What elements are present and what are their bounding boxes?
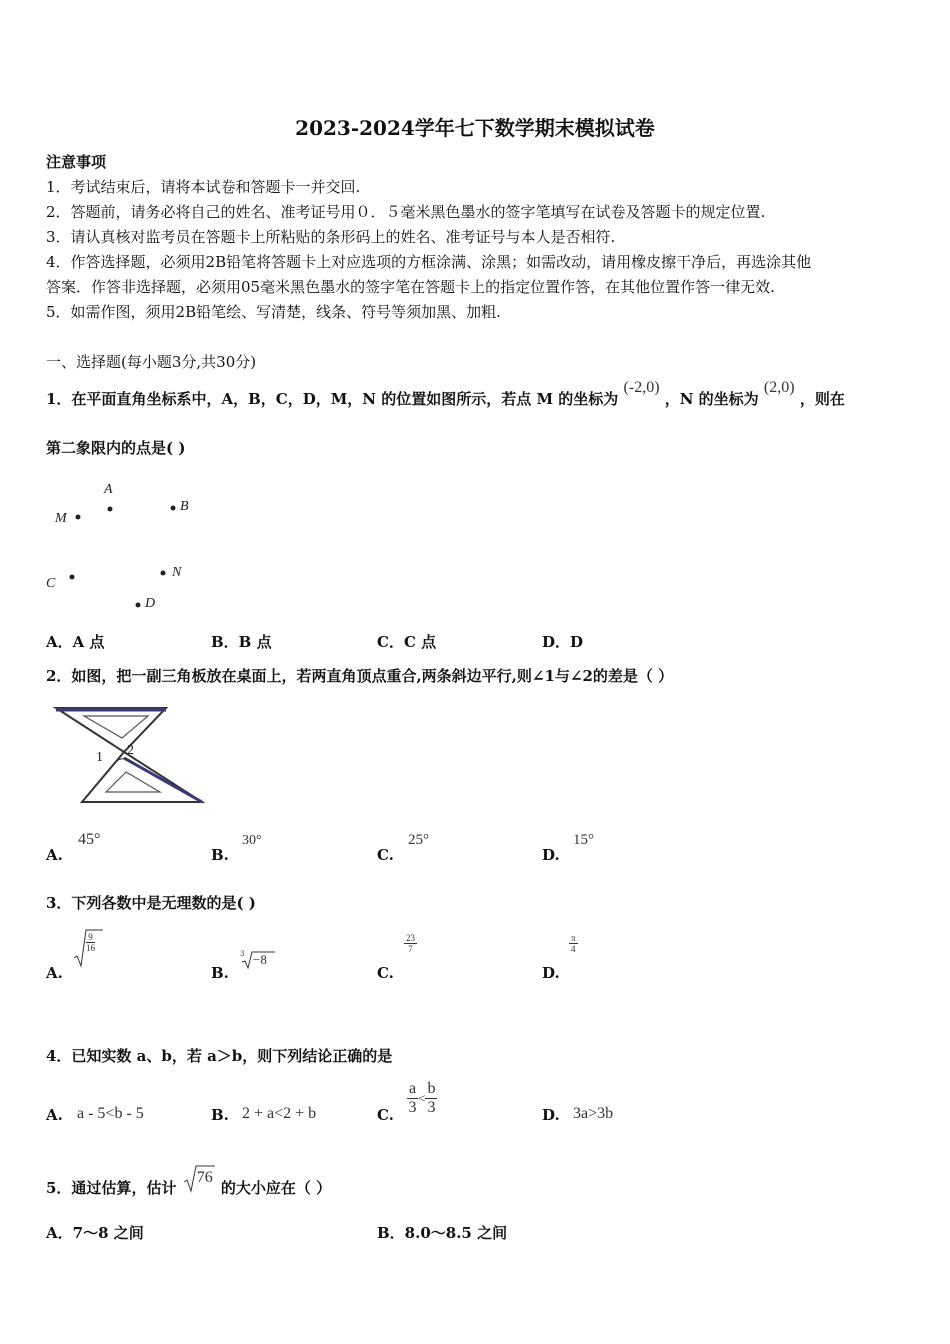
q3-a-frac (86, 932, 95, 953)
q3-a-num: 9 (86, 932, 95, 943)
q3-option-c[interactable]: C. (377, 964, 394, 982)
q4-c-frac-right (425, 1080, 437, 1117)
q3-b-index: 3 (240, 950, 245, 958)
q5-radicand: 76 (196, 1169, 213, 1186)
q2-option-d-value: 15° (573, 832, 594, 848)
q4-option-c-value (407, 1080, 437, 1117)
point-n-dot (161, 571, 166, 576)
q3-b-radicand: −8 (253, 952, 267, 967)
question-2-text: 2．如图，把一副三角板放在桌面上，若两直角顶点重合,两条斜边平行,则∠1与∠2的差是（ ） (46, 667, 674, 685)
point-d-dot (136, 603, 141, 608)
q4-option-d[interactable]: D. (542, 1106, 560, 1124)
point-a-dot (108, 507, 113, 512)
q4-option-c[interactable]: C. (377, 1106, 394, 1124)
page-title: 2023-2024学年七下数学期末模拟试卷 (295, 116, 655, 140)
point-c-label: C (46, 576, 56, 591)
question-3-text: 3．下列各数中是无理数的是( ) (46, 894, 256, 912)
q3-option-b-cuberoot (240, 950, 276, 970)
section-heading: 一、选择题(每小题3分,共30分) (46, 353, 257, 371)
q3-d-num: π (571, 933, 576, 943)
top-triangle-inner (84, 716, 148, 738)
q5-option-b[interactable]: B．8.0～8.5 之间 (377, 1224, 508, 1242)
coord-m: (-2,0) (623, 379, 660, 396)
notice-item: 1．考试结束后，请将本试卷和答题卡一并交回. (46, 178, 361, 196)
q3-c-den: 7 (408, 944, 413, 954)
q2-option-b[interactable]: B. (211, 846, 229, 864)
notice-item: 答案．作答非选择题，必须用05毫米黑色墨水的签字笔在答题卡上的指定位置作答，在其他位置作答一律无效. (46, 278, 775, 296)
question-5-text (46, 1169, 332, 1200)
point-b-label: B (180, 499, 189, 514)
q3-option-d-frac (569, 933, 578, 954)
notice-item: 3．请认真核对监考员在答题卡上所粘贴的条形码上的姓名、准考证号与本人是否相符. (46, 228, 616, 246)
q2-option-a-value: 45° (78, 831, 101, 848)
q1-text-part: ，则在 (799, 390, 845, 408)
q4-c-frac-left (407, 1080, 418, 1117)
point-d-label: D (145, 596, 156, 611)
q1-option-c[interactable]: C．C 点 (377, 633, 437, 651)
point-m-label: M (55, 511, 67, 526)
q4-option-a[interactable]: A. (46, 1106, 63, 1124)
q4-c-den1: 3 (408, 1099, 417, 1116)
q3-a-den: 16 (86, 943, 95, 953)
q1-option-d[interactable]: D．D (542, 633, 584, 651)
bottom-ruler-edge (124, 758, 202, 802)
notice-item: 2．答题前，请务必将自己的姓名、准考证号用０．５毫米黑色墨水的签字笔填写在试卷及答题卡的规定位置. (46, 203, 766, 221)
q3-option-a[interactable]: A. (46, 964, 63, 982)
angle-2-label: 2 (127, 743, 134, 758)
q4-c-rel: < (418, 1090, 426, 1106)
question-4-text: 4．已知实数 a、b，若 a＞b，则下列结论正确的是 (46, 1047, 393, 1065)
point-b-dot (171, 506, 176, 511)
q2-option-d[interactable]: D. (542, 846, 560, 864)
notice-item: 5．如需作图，须用2B铅笔绘、写清楚，线条、符号等须加黑、加粗. (46, 303, 501, 321)
q4-option-b-value: 2 + a<2 + b (242, 1105, 317, 1122)
q1-option-b[interactable]: B．B 点 (211, 633, 272, 651)
q3-d-den: 4 (571, 944, 576, 954)
top-triangle (56, 708, 166, 752)
q2-option-c[interactable]: C. (377, 846, 394, 864)
point-a-label: A (104, 482, 113, 497)
q4-c-num1: a (409, 1080, 417, 1097)
q5-text-part: 5．通过估算，估计 (46, 1179, 177, 1197)
q2-option-b-value: 30° (242, 833, 262, 848)
q3-option-d[interactable]: D. (542, 964, 560, 982)
q4-c-den2: 3 (427, 1099, 436, 1116)
q5-option-a[interactable]: A．7～8 之间 (46, 1224, 144, 1242)
q4-c-num2: b (427, 1080, 436, 1097)
notice-heading: 注意事项 (46, 153, 107, 171)
notice-item: 4．作答选择题，必须用2B铅笔将答题卡上对应选项的方框涂满、涂黑；如需改动，请用橡皮擦干净后，再选涂其他 (46, 253, 812, 271)
angle-1-label: 1 (96, 750, 103, 765)
q1-option-a[interactable]: A．A 点 (46, 633, 105, 651)
q1-text-part: 1．在平面直角坐标系中，A，B，C，D，M，N 的位置如图所示，若点 M 的坐标为 (46, 390, 619, 408)
q4-option-d-value: 3a>3b (573, 1105, 614, 1122)
q2-option-c-value: 25° (408, 832, 429, 848)
point-n-label: N (172, 565, 182, 580)
question-1-text-cont: 第二象限内的点是( ) (46, 439, 186, 457)
q1-text-part: ，N 的坐标为 (664, 390, 759, 408)
point-c-dot (70, 575, 75, 580)
q4-option-a-value: a - 5<b - 5 (77, 1105, 144, 1122)
q3-option-b[interactable]: B. (211, 964, 229, 982)
q1-point-figure (44, 478, 224, 618)
q5-text-part: 的大小应在（ ） (220, 1179, 332, 1197)
q2-option-a[interactable]: A. (46, 846, 63, 864)
q5-sqrt (182, 1169, 216, 1200)
q3-option-c-frac (404, 933, 417, 954)
q4-option-b[interactable]: B. (211, 1106, 229, 1124)
coord-n: (2,0) (763, 379, 795, 396)
point-m-dot (76, 515, 81, 520)
question-1-text (46, 379, 845, 412)
q3-option-a-sqrt (72, 928, 104, 968)
q3-c-num: 23 (406, 933, 415, 943)
